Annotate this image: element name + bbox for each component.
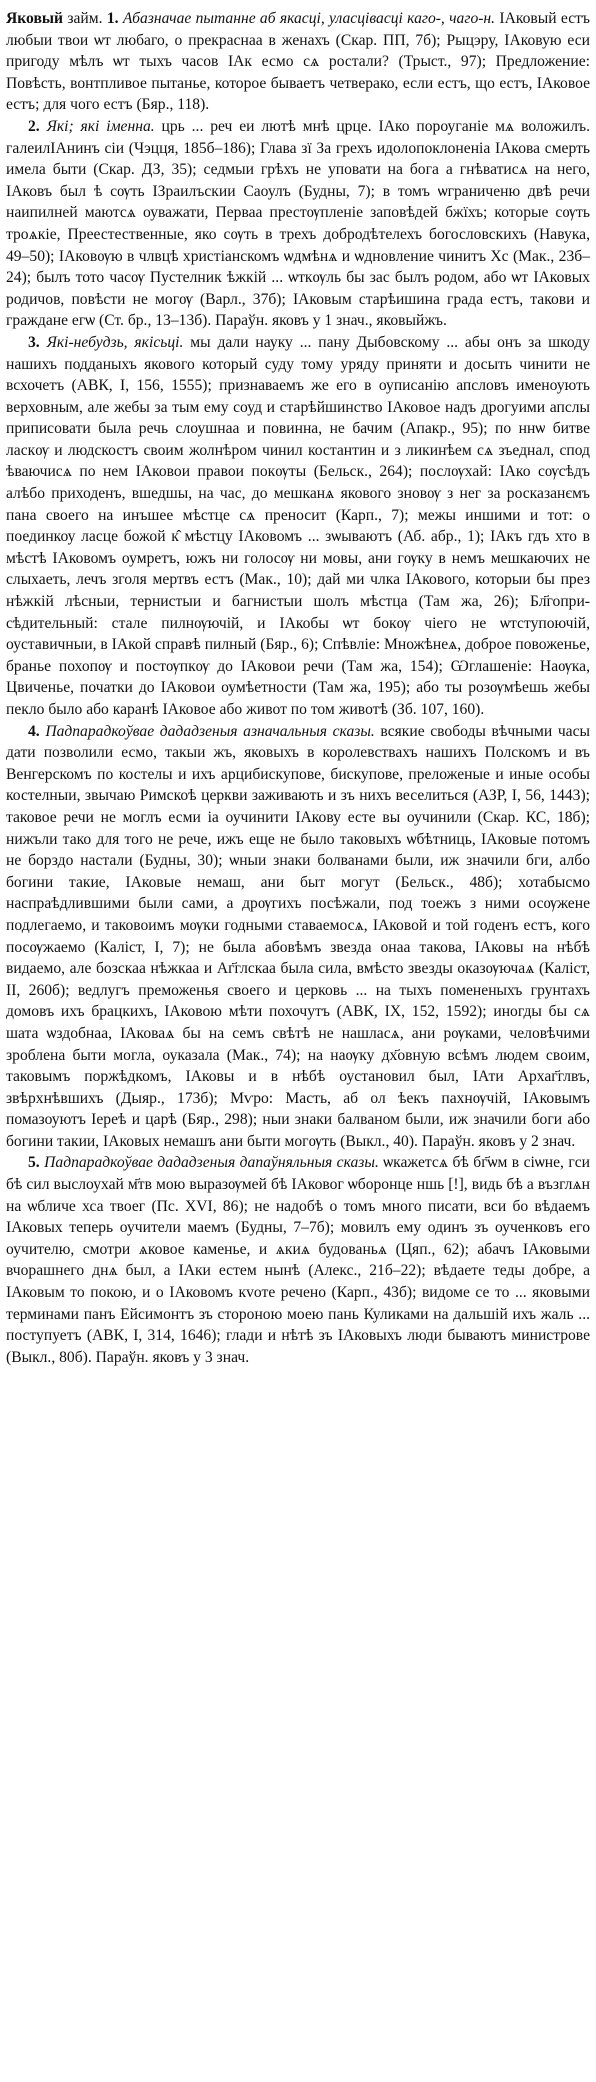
sense-2-number: 2.: [28, 117, 40, 135]
entry-sense-1: [6, 8, 590, 116]
entry-sense-3: [6, 332, 590, 721]
sense-1-number: 1.: [106, 10, 119, 27]
sense-4-definition: Падпарадкоўвае дададзеныя азначальныя сказы.: [45, 722, 375, 740]
sense-4-number: 4.: [28, 722, 40, 740]
entry-sense-5: [6, 1152, 590, 1368]
sense-5-citations: ѡкажетсѧ бѣ бг҃ѡм в сіѡне, гси бѣ сил выслоухай м҃тв мою выразѹмей бѣ ІАковог ѡборонце ншь [!], видь бѣ а възглѧн на ѡбличе хса твоег (Пс. XVI, 86); не надобѣ о томъ много писати, вси бо вѣдаемъ ІАковых теперь оучители маемъ (Будны, 7–7б); мовилъ ему одинъ зъ оученковъ его оучителю, смотри ѧковое каменье, и ѧкиѧ будованьѧ (Цяп., 62); абачъ ІАковыми вчорашнего днѧ был, а ІАки естем нынѣ (Алекс., 21б–22); вѣдаете теды добре, а ІАковым то покою, и о ІАковомъ кvоте речено (Карп., 43б); видоме се то ... яковыми терминами панъ Ейсимонтъ зъ стороною моею пань Куликами на дальшій ихъ жаль ... поступуетъ (АВК, I, 314, 1646); глади и нѣтѣ зъ ІАковыхъ люди бываютъ министрове (Выкл., 80б). Параўн. яковъ у 3 знач.: [6, 1154, 590, 1366]
sense-5-definition: Падпарадкоўвае дададзеныя дапаўняльныя сказы.: [44, 1154, 379, 1172]
sense-3-number: 3.: [28, 333, 40, 351]
sense-2-citations: црь ... реч еи лютѣ мнѣ црце. ІАко пороуганіе мѧ воложилъ. галеилІАнинъ сіи (Чэцця, 185б–186); Глава зї За грехъ идолопоклоненіа ІАкова смерть имела быти (Скар. ДЗ, 35); седмыи грѣхъ не уповати на бога а гнѣватисѧ на него, ІАковъ был ѣ сѹть ІЗраилъскии Саоулъ (Будны, 7); в томъ ѡграниченю двѣ речи наипилней маютсѧ оуважати, Перваа престѹпленіе заповѣдей бжїхъ; которые сѹть троѧкіе, Преестественные, яко сѹть в трехъ добродѣтелехъ богословскихъ (Навука, 49–50); ІАковѹю в члвцѣ христіанскомъ ѡдмѣнѧ и ѡдновление чинитъ Хс (Мак., 23б–24); былъ тото часѹ Пустелник ѣжкій ... ѡткѹль бы зас былъ родом, або ѡт ІАковых родичов, повѣсти не могѹ (Варл., 37б); ІАковым старѣишина града естъ, такови и граждане егѡ (Ст. бр., 13–13б). Параўн. яковъ у 1 знач., яковыйжъ.: [6, 117, 590, 330]
headword: Яковый: [6, 10, 64, 27]
sense-1-definition: Абазначае пытанне аб якасці, уласцівасці каго-, чаго-н.: [122, 10, 496, 27]
part-of-speech: займ.: [67, 10, 103, 27]
sense-3-definition: Які-небудзь, якісьці.: [46, 333, 184, 351]
entry-sense-2: [6, 116, 590, 332]
sense-5-number: 5.: [28, 1154, 40, 1172]
sense-4-citations: всякие свободы вѣчными часы дати позволили есмо, такыи жъ, яковыхъ в королевствахъ нашихъ Полскомъ и въ Венгерскомъ по костелы и ихъ арцибискупове, бискупове, преложеные и иные особы костелныи, звычаю Римскоѣ церкви заживають и зъ нихъ веселиться (АЗР, I, 56, 1443); таковое речи не моглъ есми іа оучинити ІАкову есте вы оучинили (Скар. КС, 18б); нижъли тако для того не рече, ижъ еще не было таковыхъ ѡбѣтниць, ІАковые потомъ не борздо настали (Будны, 30); ѡныи знаки болванами были, иж значили бги, албо богини такие, ІАковые немаш, ани быт могут (Бельск., 48б); хотабысмо наспраѣдлившими были сами, а дрѹгихъ посѣжали, под тоежъ з ними осѹжене подлегаемо, и таковоимъ мѹки годными ставаемосѧ, ІАковой и той годенъ естъ, кого посѹжаемо (Калiст, I, 7); не была абовѣмъ звезда онаа такова, ІАковы на нѣбѣ видаемо, але бозскаа нѣжкаа и Аг҃глскаа была сила, вмѣсто звезды оказѹючаѧ (Калiст, II, 260б); ведлугъ преможенья своего и церковь ... на тыхъ помененыхъ грунтахъ домовъ ихъ брацкихъ, ІАковою мѣти похочутъ (АВК, IX, 152, 1592); иногды бы сѧ шата ѡздобнаа, ІАковаѧ бы на семъ свѣтѣ не нашласѧ, ани рѹками, человѣчими зроблена быти могла, оуказала (Мак., 74); на наѹку дх҃овную всѣмъ людем своим, таковымъ поржѣдкомъ, ІАковы и в нѣбѣ оустановил был, ІАти Архаг҃глвъ, звѣрхнѣвшихъ (Дыяр., 173б); Мѵро: Масть, аб ол ѣекъ пахнѹчій, ІАковымъ помазоуютъ Іереѣ и царѣ (Бяр., 298); ныи знаки балваном были, иж значили боги або богини такии, ІАковых немашъ ани быти могѹть (Выкл., 40). Параўн. яковъ у 2 знач.: [6, 722, 590, 1150]
sense-3-citations: мы дали науку ... пану Дыбовскому ... абы онъ за шкоду нашихъ подданыхъ якового который суду тому уряду приняти и досыть чинити не всхочетъ (АВК, I, 156, 1555); признаваемъ же его в оуписанію апсловъ именоують верховным, але жебы за тым ему соуд и старѣйшинство ІАковое надъ дрогуими апслы приписовати была речь слоушнаа и повинна, не бачим (Апакр., 95); по ннѡ битве ласкѹ и людскостъ своим жолнѣром чинил костантин и з ликинѣем сѧ зъеднал, спод ѣваючисѧ по нем ІАковои правои покѹты (Бельск., 264); послѹхай: ІАко сѹсѣдъ алѣбо приходенъ, вшедшы, на час, до мешканѧ якового зновѹ з нег за росказанємъ пана своего на инъшее мѣстце сѧ преносит (Карп., 7); межы иншими и тот: о поединкоу ласце божой к̂ мѣстцу ІАковомъ ... зѡываютъ (Аб. абр., 1); ІАкъ гдъ хто в мѣстѣ ІАковомъ оумретъ, южъ ни голосѹ ни мовы, ани гѹку в немъ мешкаючих не слыхаеть, лечъ зголя мертвъ естъ (Мак., 10); дай ми члка ІАкового, которыи бы през нѣжкій лѣсныи, тернистыи и багнистыи шолъ мѣстца (Там жа, 26); Бл҃гопри- сѣдительный: стале пилнѹючій, и ІАкобы ѡт бокѹ чіего не ѡтступоючій, оуставичныи, в ІАкой справѣ пилный (Бяр., 6); Спѣвліе: Множѣнеѧ, доброе повоженье, бранье похопѹ и постѹпкѹ до ІАковои речи (Там жа, 154); Ѡглашеніе: Наѹка, Цвиченье, початки до ІАковои оумѣетности (Там жа, 195); або ты розѹмѣешь жебы пекло было або каранѣ ІАковое або живот по том животѣ (Зб. 107, 160).: [6, 333, 590, 718]
sense-1-citations: ІАковый естъ любыи твои ѡт любаго, о прекраснаа в женахъ (Скар. ПП, 7б); Рыцэру, ІАковую еси пригоду мѣлъ ѡт тыхъ часов ІАк есмо сѧ ростали? (Трыст., 97); Предложение: Повѣсть, вонтпливое пытанье, которое бываетъ четверако, если естъ, що естъ, ІАковое естъ; для чого естъ (Бяр., 118).: [6, 10, 590, 114]
sense-2-definition: Які; які іменна.: [46, 117, 155, 135]
entry-sense-4: [6, 721, 590, 1153]
